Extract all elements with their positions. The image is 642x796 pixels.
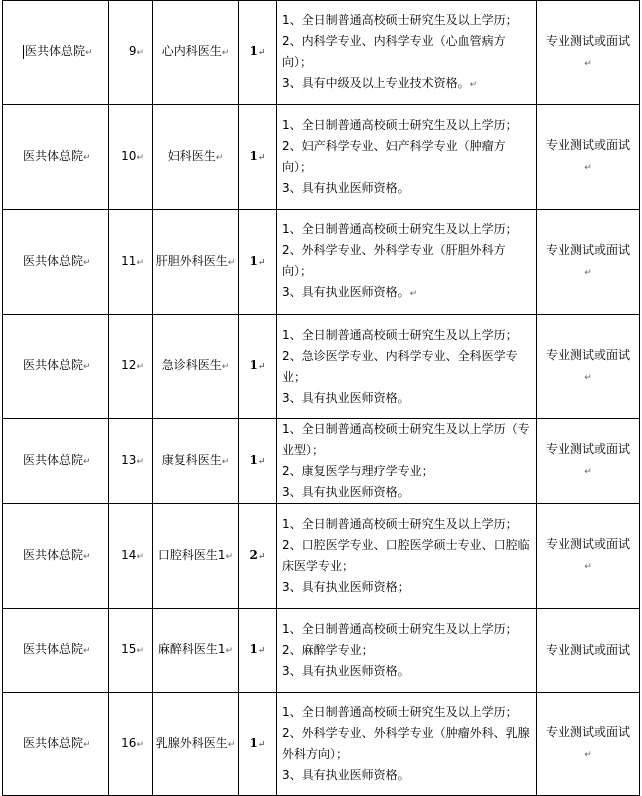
paragraph-mark-icon: ↵: [469, 79, 478, 90]
post-text: 妇科医生: [167, 148, 216, 163]
table-row: [3, 504, 640, 609]
code-text: 14: [121, 547, 137, 562]
code-text: 9: [128, 44, 137, 58]
paragraph-mark-icon: ↵: [83, 739, 91, 750]
method-cell[interactable]: [537, 1, 640, 105]
method-text: 专业测试或面试: [545, 725, 630, 739]
code-cell[interactable]: [109, 315, 153, 419]
post-text: 乳腺外科医生: [155, 735, 228, 750]
post-cell[interactable]: [153, 504, 239, 609]
num-text: 1: [249, 642, 258, 656]
requirement-line: 1、全日制普通高校硕士研究生及以上学历；: [282, 118, 518, 132]
paragraph-mark-icon: ↵: [83, 362, 91, 372]
table-row: [3, 609, 640, 693]
paragraph-mark-icon: ↵: [221, 456, 230, 467]
post-text: 麻醉科医生1: [157, 642, 226, 656]
post-cell[interactable]: [153, 105, 239, 210]
table-row: [3, 693, 640, 796]
unit-text: 医共体总院: [23, 358, 84, 372]
num-text: 1: [249, 148, 258, 163]
method-cell[interactable]: [537, 609, 640, 693]
paragraph-mark-icon: ↵: [257, 646, 266, 656]
requirement-line: 1、全日制普通高校硕士研究生及以上学历；: [282, 622, 518, 636]
method-cell[interactable]: [537, 504, 640, 609]
paragraph-mark-icon: ↵: [83, 257, 91, 268]
unit-cell[interactable]: [3, 1, 109, 105]
requirement-line: 3、具有执业医师资格。: [282, 485, 410, 499]
requirement-line: 1、全日制普通高校硕士研究生及以上学历；: [282, 222, 518, 236]
post-cell[interactable]: [153, 419, 239, 504]
num-cell[interactable]: [239, 315, 277, 419]
paragraph-mark-icon: ↵: [584, 372, 592, 383]
code-cell[interactable]: [109, 105, 153, 210]
requirement-line: 3、具有执业医师资格。: [282, 285, 410, 299]
table-row: [3, 105, 640, 210]
code-text: 11: [121, 253, 137, 268]
paragraph-mark-icon: ↵: [136, 646, 144, 656]
paragraph-mark-icon: ↵: [257, 48, 266, 58]
code-cell[interactable]: [109, 693, 153, 796]
unit-cell[interactable]: [3, 210, 109, 315]
recruitment-table: [2, 0, 640, 796]
method-cell[interactable]: [537, 419, 640, 504]
paragraph-mark-icon: ↵: [83, 456, 91, 467]
paragraph-mark-icon: ↵: [221, 362, 230, 372]
paragraph-mark-icon: ↵: [83, 646, 91, 656]
requirement-line: 2、妇产科学专业、妇产科学专业（肿瘤方向）；: [282, 139, 506, 174]
paragraph-mark-icon: ↵: [83, 152, 91, 163]
paragraph-mark-icon: ↵: [257, 456, 266, 467]
requirement-line: 1、全日制普通高校硕士研究生及以上学历；: [282, 705, 518, 719]
requirement-line: 3、具有执业医师资格。: [282, 390, 410, 405]
code-text: 13: [121, 452, 137, 467]
requirement-line: 3、具有执业医师资格。: [282, 664, 410, 678]
paragraph-mark-icon: ↵: [584, 163, 592, 173]
unit-cell[interactable]: [3, 609, 109, 693]
paragraph-mark-icon: ↵: [136, 456, 144, 467]
paragraph-mark-icon: ↵: [83, 551, 91, 562]
code-text: 15: [121, 642, 137, 656]
table-row: [3, 210, 640, 315]
code-cell[interactable]: [109, 210, 153, 315]
method-text: 专业测试或面试: [545, 537, 630, 551]
unit-cell[interactable]: [3, 693, 109, 796]
paragraph-mark-icon: ↵: [584, 750, 592, 760]
recruitment-table-body: [3, 1, 640, 796]
post-cell[interactable]: [153, 1, 239, 105]
paragraph-mark-icon: ↵: [257, 551, 266, 562]
requirement-line: 1、全日制普通高校硕士研究生及以上学历（专业型）；: [282, 422, 530, 457]
paragraph-mark-icon: ↵: [257, 152, 266, 163]
requirement-line: 1、全日制普通高校硕士研究生及以上学历；: [282, 327, 518, 342]
unit-cell[interactable]: [3, 419, 109, 504]
paragraph-mark-icon: ↵: [584, 562, 592, 572]
code-text: 16: [121, 735, 137, 750]
method-text: 专业测试或面试: [545, 138, 630, 152]
num-text: 2: [249, 547, 258, 562]
paragraph-mark-icon: ↵: [136, 739, 144, 750]
requirement-line: 3、具有中级及以上专业技术资格。: [282, 75, 470, 90]
paragraph-mark-icon: ↵: [227, 257, 236, 268]
unit-text: 医共体总院: [23, 735, 84, 750]
num-text: 1: [249, 452, 258, 467]
unit-cell[interactable]: [3, 105, 109, 210]
unit-text: 医共体总院: [25, 44, 86, 58]
requirement-line: 2、麻醉学专业；: [282, 643, 374, 657]
requirements-cell[interactable]: [277, 609, 537, 693]
requirements-cell[interactable]: [277, 210, 537, 315]
unit-cell[interactable]: [3, 504, 109, 609]
num-cell[interactable]: [239, 210, 277, 315]
paragraph-mark-icon: ↵: [215, 152, 224, 163]
num-cell[interactable]: [239, 609, 277, 693]
requirements-cell[interactable]: [277, 693, 537, 796]
code-cell[interactable]: [109, 1, 153, 105]
table-row: [3, 1, 640, 105]
paragraph-mark-icon: ↵: [409, 289, 418, 299]
requirement-line-wrap: [282, 282, 531, 305]
num-text: 1: [249, 358, 258, 372]
paragraph-mark-icon: ↵: [584, 467, 592, 477]
post-cell[interactable]: [153, 210, 239, 315]
code-cell[interactable]: [109, 609, 153, 693]
post-cell[interactable]: [153, 693, 239, 796]
post-text: 急诊科医生: [161, 358, 222, 372]
table-row: [3, 315, 640, 419]
post-text: 康复科医生: [161, 452, 222, 467]
method-text: 专业测试或面试: [545, 442, 630, 456]
num-cell[interactable]: [239, 1, 277, 105]
requirement-line: 2、外科学专业、外科学专业（肝胆外科方向）；: [282, 243, 506, 278]
num-cell[interactable]: [239, 693, 277, 796]
method-cell[interactable]: [537, 105, 640, 210]
requirement-line: 2、内科学专业、内科学专业（心血管病方向）；: [282, 33, 506, 69]
post-text: 肝胆外科医生: [155, 253, 228, 268]
num-text: 1: [249, 735, 258, 750]
unit-text: 医共体总院: [23, 452, 84, 467]
paragraph-mark-icon: ↵: [136, 551, 144, 562]
post-cell[interactable]: [153, 315, 239, 419]
unit-text: 医共体总院: [23, 253, 84, 268]
requirement-line: 1、全日制普通高校硕士研究生及以上学历；: [282, 12, 518, 27]
paragraph-mark-icon: ↵: [85, 48, 93, 58]
requirement-line: 3、具有执业医师资格。: [282, 768, 410, 782]
requirements-cell[interactable]: [277, 504, 537, 609]
post-text: 口腔科医生1: [157, 547, 226, 562]
paragraph-mark-icon: ↵: [225, 551, 234, 562]
method-text: 专业测试或面试: [545, 33, 630, 48]
paragraph-mark-icon: ↵: [221, 48, 230, 58]
paragraph-mark-icon: ↵: [227, 739, 236, 750]
requirement-line: 1、全日制普通高校硕士研究生及以上学历； 2、口腔医学专业、口腔医学硕士专业、口腔临床医学专业；: [282, 517, 530, 573]
code-text: 10: [121, 148, 137, 163]
method-text: 专业测试或面试: [545, 347, 630, 362]
method-text: 专业测试或面试: [545, 243, 630, 257]
paragraph-mark-icon: ↵: [136, 152, 144, 163]
num-cell[interactable]: [239, 504, 277, 609]
paragraph-mark-icon: ↵: [257, 362, 266, 372]
paragraph-mark-icon: ↵: [136, 48, 144, 58]
requirements-cell[interactable]: [277, 1, 537, 105]
method-text: 专业测试或面试: [545, 643, 630, 657]
unit-text: 医共体总院: [23, 148, 84, 163]
requirement-line: 3、具有执业医师资格。: [282, 181, 410, 195]
table-row: [3, 419, 640, 504]
method-cell[interactable]: [537, 315, 640, 419]
paragraph-mark-icon: ↵: [257, 257, 266, 268]
method-cell[interactable]: [537, 693, 640, 796]
unit-text: 医共体总院: [23, 547, 84, 562]
paragraph-mark-icon: ↵: [225, 646, 234, 656]
requirement-line-wrap: [282, 73, 531, 96]
method-cell[interactable]: [537, 210, 640, 315]
num-text: 1: [249, 253, 258, 268]
post-cell[interactable]: [153, 609, 239, 693]
text-cursor: [23, 45, 24, 59]
unit-cell[interactable]: [3, 315, 109, 419]
requirements-cell[interactable]: [277, 419, 537, 504]
unit-text: 医共体总院: [23, 642, 84, 656]
code-cell[interactable]: [109, 419, 153, 504]
num-text: 1: [249, 44, 258, 58]
paragraph-mark-icon: ↵: [584, 58, 592, 69]
paragraph-mark-icon: ↵: [584, 268, 592, 278]
code-text: 12: [121, 358, 137, 372]
paragraph-mark-icon: ↵: [257, 739, 266, 750]
requirement-line: 2、急诊医学专业、内科学专业、全科医学专业；: [282, 348, 518, 384]
requirement-line: 2、外科学专业、外科学专业（肿瘤外科、乳腺外科方向）；: [282, 726, 530, 761]
num-cell[interactable]: [239, 419, 277, 504]
code-cell[interactable]: [109, 504, 153, 609]
num-cell[interactable]: [239, 105, 277, 210]
requirements-cell[interactable]: [277, 315, 537, 419]
paragraph-mark-icon: ↵: [136, 257, 144, 268]
post-text: 心内科医生: [161, 44, 222, 58]
requirement-line: 3、具有执业医师资格；: [282, 580, 410, 594]
paragraph-mark-icon: ↵: [136, 362, 144, 372]
requirement-line: 2、康复医学与理疗学专业；: [282, 464, 434, 478]
requirements-cell[interactable]: [277, 105, 537, 210]
